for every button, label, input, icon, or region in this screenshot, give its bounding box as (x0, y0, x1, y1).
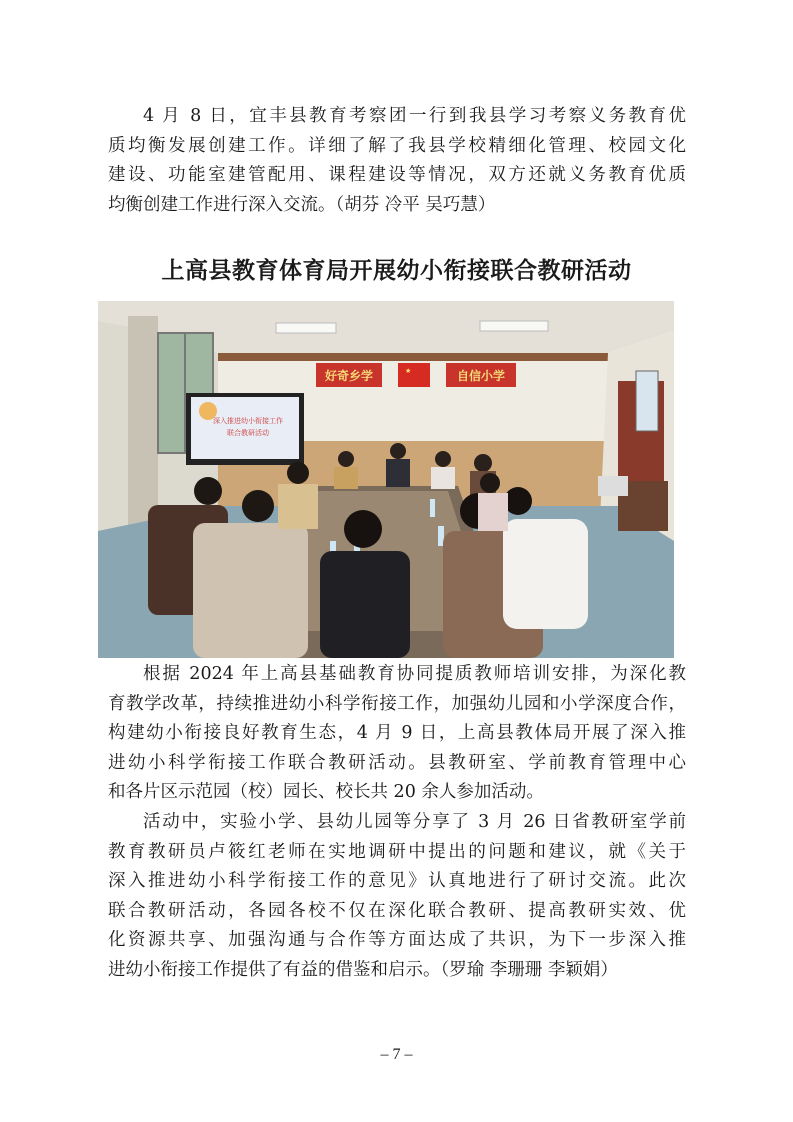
text-line: 进幼小衔接工作提供了有益的借鉴和启示。（罗瑜 李珊珊 李颖娟） (108, 959, 618, 980)
article2-paragraph-1 (108, 660, 686, 808)
screen-title-line1: 深入推进幼小衔接工作 (213, 417, 283, 425)
text-line: 4 月 8 日，宜丰县教育考察团一行到我县学习考察义务教育优 (143, 106, 686, 126)
page-number: – 7 – (380, 1046, 413, 1063)
text-line: 质均衡发展创建工作。详细了解了我县学校精细化管理、校园文化 (108, 135, 686, 156)
text-line: 育教学改革，持续推进幼小科学衔接工作，加强幼儿园和小学深度合作， (108, 693, 686, 714)
text-line: 活动中，实验小学、县幼儿园等分享了 3 月 26 日省教研室学前 (143, 812, 686, 832)
article2-paragraph-2 (108, 808, 686, 986)
text-line: 深入推进幼小科学衔接工作的意见》认真地进行了研讨交流。此次 (108, 871, 686, 892)
text-line: 联合教研活动，各园各校不仅在深化联合教研、提高教研实效、优 (108, 900, 686, 921)
article-headline: 上高县教育体育局开展幼小衔接联合教研活动 (161, 258, 632, 284)
svg-text:★: ★ (405, 367, 412, 375)
text-line: 建设、功能室建管配用、课程建设等情况，双方还就义务教育优质 (108, 165, 686, 186)
text-line: 进幼小科学衔接工作联合教研活动。县教研室、学前教育管理中心 (108, 752, 686, 773)
article1-paragraph (108, 102, 686, 220)
text-line: 教育教研员卢筱红老师在实地调研中提出的问题和建议，就《关于 (108, 841, 686, 862)
banner-left-text: 好奇乡学 (324, 369, 374, 383)
banner-right-text: 自信小学 (456, 369, 506, 383)
text-line: 根据 2024 年上高县基础教育协同提质教师培训安排，为深化教 (143, 664, 686, 684)
text-line: 和各片区示范园（校）园长、校长共 20 余人参加活动。 (108, 782, 544, 803)
text-line: 均衡创建工作进行深入交流。（胡芬 冷平 吴巧慧） (108, 194, 496, 215)
screen-title-line2: 联合教研活动 (227, 429, 269, 437)
meeting-photo (98, 301, 674, 658)
text-line: 化资源共享、加强沟通与合作等方面达成了共识，为下一步深入推 (108, 930, 686, 951)
text-line: 构建幼小衔接良好教育生态，4 月 9 日，上高县教体局开展了深入推 (108, 723, 686, 744)
